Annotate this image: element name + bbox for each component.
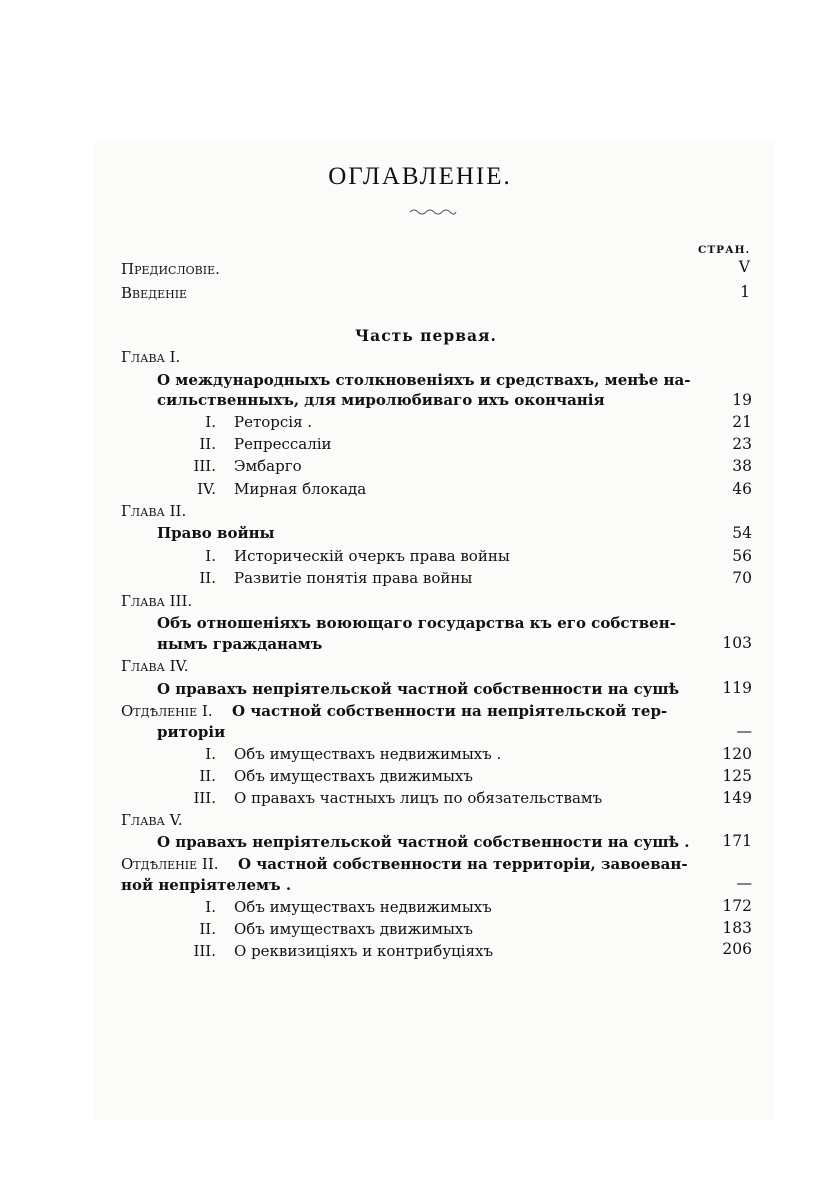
item-number: I. bbox=[205, 413, 216, 431]
toc-item-embargo[interactable]: Эмбарго bbox=[234, 457, 302, 475]
toc-page: 46 bbox=[732, 480, 752, 498]
toc-item-immovables-2[interactable]: Объ имуществахъ недвижимыхъ bbox=[234, 898, 492, 916]
toc-item-blockade[interactable]: Мирная блокада bbox=[234, 480, 367, 498]
section-title-2-line2[interactable]: ной непріятелемъ . bbox=[121, 876, 292, 894]
item-number: II. bbox=[199, 569, 216, 587]
section-title-2-line1[interactable]: О частной собственности на территоріи, завоеван- bbox=[238, 855, 688, 873]
chapter-page-4: 119 bbox=[722, 679, 752, 697]
toc-item-development[interactable]: Развитіе понятія права войны bbox=[234, 569, 473, 587]
toc-page: 23 bbox=[732, 435, 752, 453]
toc-page: 206 bbox=[722, 940, 752, 958]
item-number: I. bbox=[205, 898, 216, 916]
item-number: III. bbox=[193, 457, 216, 475]
section-label-1: Отдѣленіе I. bbox=[121, 702, 213, 720]
toc-page: 183 bbox=[722, 919, 752, 937]
section-label-2: Отдѣленіе II. bbox=[121, 855, 219, 873]
chapter-title-1-line2[interactable]: сильственныхъ, для миролюбиваго ихъ окончанія bbox=[157, 391, 605, 409]
toc-item-retorsion[interactable]: Реторсія . bbox=[234, 413, 313, 431]
toc-page: 149 bbox=[722, 789, 752, 807]
toc-page: 38 bbox=[732, 457, 752, 475]
chapter-heading-4: Глава IV. bbox=[121, 657, 189, 675]
toc-page-introduction: 1 bbox=[740, 283, 750, 301]
toc-item-immovables[interactable]: Объ имуществахъ недвижимыхъ . bbox=[234, 745, 502, 763]
chapter-title-3-line2[interactable]: нымъ гражданамъ bbox=[157, 635, 323, 653]
item-number: IV. bbox=[197, 480, 216, 498]
toc-page: 70 bbox=[732, 569, 752, 587]
item-number: II. bbox=[199, 767, 216, 785]
item-number: II. bbox=[199, 920, 216, 938]
chapter-page-2: 54 bbox=[732, 524, 752, 542]
toc-page: 120 bbox=[722, 745, 752, 763]
item-number: III. bbox=[193, 942, 216, 960]
item-number: III. bbox=[193, 789, 216, 807]
toc-page: 21 bbox=[732, 413, 752, 431]
item-number: I. bbox=[205, 745, 216, 763]
toc-item-history[interactable]: Историческій очеркъ права войны bbox=[234, 547, 510, 565]
item-number: I. bbox=[205, 547, 216, 565]
chapter-title-3-line1[interactable]: Объ отношеніяхъ воюющаго государства къ его собствен- bbox=[157, 614, 676, 632]
chapter-page-3: 103 bbox=[722, 634, 752, 652]
toc-item-movables-2[interactable]: Объ имуществахъ движимыхъ bbox=[234, 920, 473, 938]
toc-entry-preface[interactable]: Предисловіе. bbox=[121, 260, 220, 278]
toc-item-reprisals[interactable]: Репрессаліи bbox=[234, 435, 332, 453]
item-number: II. bbox=[199, 435, 216, 453]
toc-page: 172 bbox=[722, 897, 752, 915]
section-page-2: — bbox=[736, 874, 752, 892]
toc-page-preface: V bbox=[738, 258, 750, 276]
toc-page: 125 bbox=[722, 767, 752, 785]
section-page-1: — bbox=[736, 722, 752, 740]
section-title-1-line2[interactable]: риторіи bbox=[157, 723, 226, 741]
toc-page: 56 bbox=[732, 547, 752, 565]
toc-entry-introduction[interactable]: Введеніе bbox=[121, 284, 188, 302]
chapter-page-1: 19 bbox=[732, 391, 752, 409]
page-title: ОГЛАВЛЕНІЕ. bbox=[328, 163, 512, 190]
chapter-title-2[interactable]: Право войны bbox=[157, 524, 275, 542]
chapter-heading-3: Глава III. bbox=[121, 592, 193, 610]
chapter-heading-1: Глава I. bbox=[121, 348, 181, 366]
page-column-header: СТРАН. bbox=[698, 244, 751, 256]
toc-item-requisitions[interactable]: О реквизиціяхъ и контрибуціяхъ bbox=[234, 942, 494, 960]
chapter-title-1-line1[interactable]: О международныхъ столкновеніяхъ и средствахъ, менѣе на- bbox=[157, 371, 691, 389]
part-title: Часть первая. bbox=[355, 326, 497, 345]
chapter-title-4[interactable]: О правахъ непріятельской частной собственности на сушѣ bbox=[157, 680, 680, 698]
toc-item-obligations[interactable]: О правахъ частныхъ лицъ по обязательствамъ bbox=[234, 789, 603, 807]
toc-item-movables[interactable]: Объ имуществахъ движимыхъ bbox=[234, 767, 473, 785]
chapter-heading-2: Глава II. bbox=[121, 502, 187, 520]
chapter-page-5: 171 bbox=[722, 832, 752, 850]
section-title-1-line1[interactable]: О частной собственности на непріятельской тер- bbox=[232, 702, 668, 720]
chapter-heading-5: Глава V. bbox=[121, 811, 183, 829]
ornament-divider bbox=[408, 206, 458, 218]
chapter-title-5[interactable]: О правахъ непріятельской частной собственности на сушѣ . bbox=[157, 833, 690, 851]
